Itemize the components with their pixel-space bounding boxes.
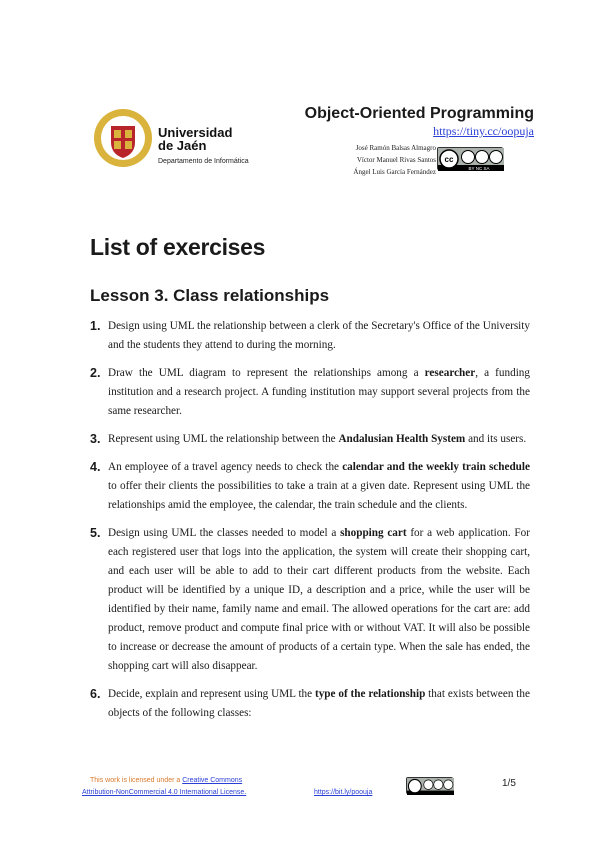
author-name: José Ramón Balsas Almagro — [355, 144, 436, 152]
lesson-title: Lesson 3. Class relationships — [90, 286, 330, 305]
course-title: Object-Oriented Programming — [304, 105, 534, 122]
exercise-number: 4. — [90, 460, 101, 474]
exercise-text — [108, 527, 530, 672]
svg-text:cc: cc — [444, 155, 454, 164]
exercise-number: 1. — [90, 319, 101, 333]
exercise-text-bold: researcher — [424, 367, 476, 379]
exercise-text-segment: Draw the UML diagram to represent the relationships among a — [108, 367, 425, 379]
authors-list — [300, 142, 436, 178]
exercise-number: 6. — [90, 687, 101, 701]
license-line1 — [90, 777, 242, 784]
author-name: Ángel Luis García Fernández — [353, 168, 436, 176]
exercise-text — [108, 461, 530, 511]
exercise-text-segment: Represent using UML the relationship between the — [108, 433, 339, 445]
exercise-text-segment: An employee of a travel agency needs to check the — [108, 461, 343, 473]
exercise-item — [90, 685, 530, 723]
exercise-item — [90, 458, 530, 515]
license-link-attribution[interactable]: Attribution-NonCommercial 4.0 International License. — [82, 789, 247, 796]
exercise-text — [108, 433, 526, 445]
exercise-item — [90, 317, 530, 355]
exercise-text-segment: Decide, explain and represent using UML the — [108, 688, 315, 700]
exercise-item — [90, 430, 530, 449]
footer-cc-license-badge[interactable] — [406, 777, 453, 794]
exercise-text-segment: Design using UML the relationship between a clerk of the Secretary's Office of the University and the students they attend to during the morning. — [108, 320, 530, 351]
university-name-line2: de Jaén — [158, 138, 207, 153]
university-seal-logo — [93, 108, 153, 168]
cc-license-badge[interactable] — [437, 147, 503, 170]
document-title: List of exercises — [90, 234, 266, 260]
exercise-text-bold: Andalusian Health System — [338, 433, 466, 445]
university-name — [158, 126, 232, 152]
exercise-text — [108, 367, 530, 417]
department-name: Departamento de Informática — [158, 158, 249, 165]
exercise-text-segment: for a web application. For each registered user that logs into the application, the system will create their shopping cart, and each user will be able to add to their cart different products from the website. Each product will be identified by a unique ID, a description and a price, while the user will be identified by their name, family name and email. The allowed operations for the cart are: add product, remove product and compute final price with or without VAT. It will also be possible to increase or decrease the amount of products of a certain type. When the sale has ended, the shopping cart will also disappear. — [108, 527, 530, 672]
exercise-text-segment: and its users. — [465, 433, 527, 445]
license-prefix: This work is licensed under a — [90, 777, 183, 784]
footer-short-link[interactable]: https://bit.ly/poouja — [314, 789, 373, 796]
exercise-text-bold: shopping cart — [340, 527, 407, 539]
exercise-text-segment: , a funding institution and a research project. A funding institution may support several projects from the same researcher. — [108, 367, 530, 417]
exercise-item — [90, 524, 530, 676]
exercise-list — [90, 317, 530, 732]
exercise-text-bold: calendar and the weekly train schedule — [342, 461, 530, 473]
exercise-item — [90, 364, 530, 421]
author-name: Víctor Manuel Rivas Santos — [356, 156, 436, 164]
exercise-number: 2. — [90, 366, 101, 380]
exercise-text-segment: Design using UML the classes needed to model a — [108, 527, 341, 539]
exercise-text-segment: that exists between the objects of the following classes: — [108, 688, 530, 719]
exercise-number: 3. — [90, 432, 101, 446]
exercise-number: 5. — [90, 526, 101, 540]
license-line2 — [82, 789, 246, 796]
course-link[interactable]: https://tiny.cc/oopuja — [433, 124, 534, 138]
license-link-cc[interactable]: Creative Commons — [182, 777, 243, 784]
exercise-text — [108, 320, 530, 351]
exercise-text-bold: type of the relationship — [314, 688, 426, 700]
exercise-text-segment: to offer their clients the possibilities to take a train at a given date. Represent using UML the relationships amid the employee, the calendar, the train schedule and the clients. — [108, 480, 530, 511]
page-number: 1/5 — [502, 778, 516, 789]
university-name-line1: Universidad — [158, 125, 233, 140]
cc-badge-label: BY NC SA — [468, 166, 490, 171]
exercise-text — [108, 688, 530, 719]
